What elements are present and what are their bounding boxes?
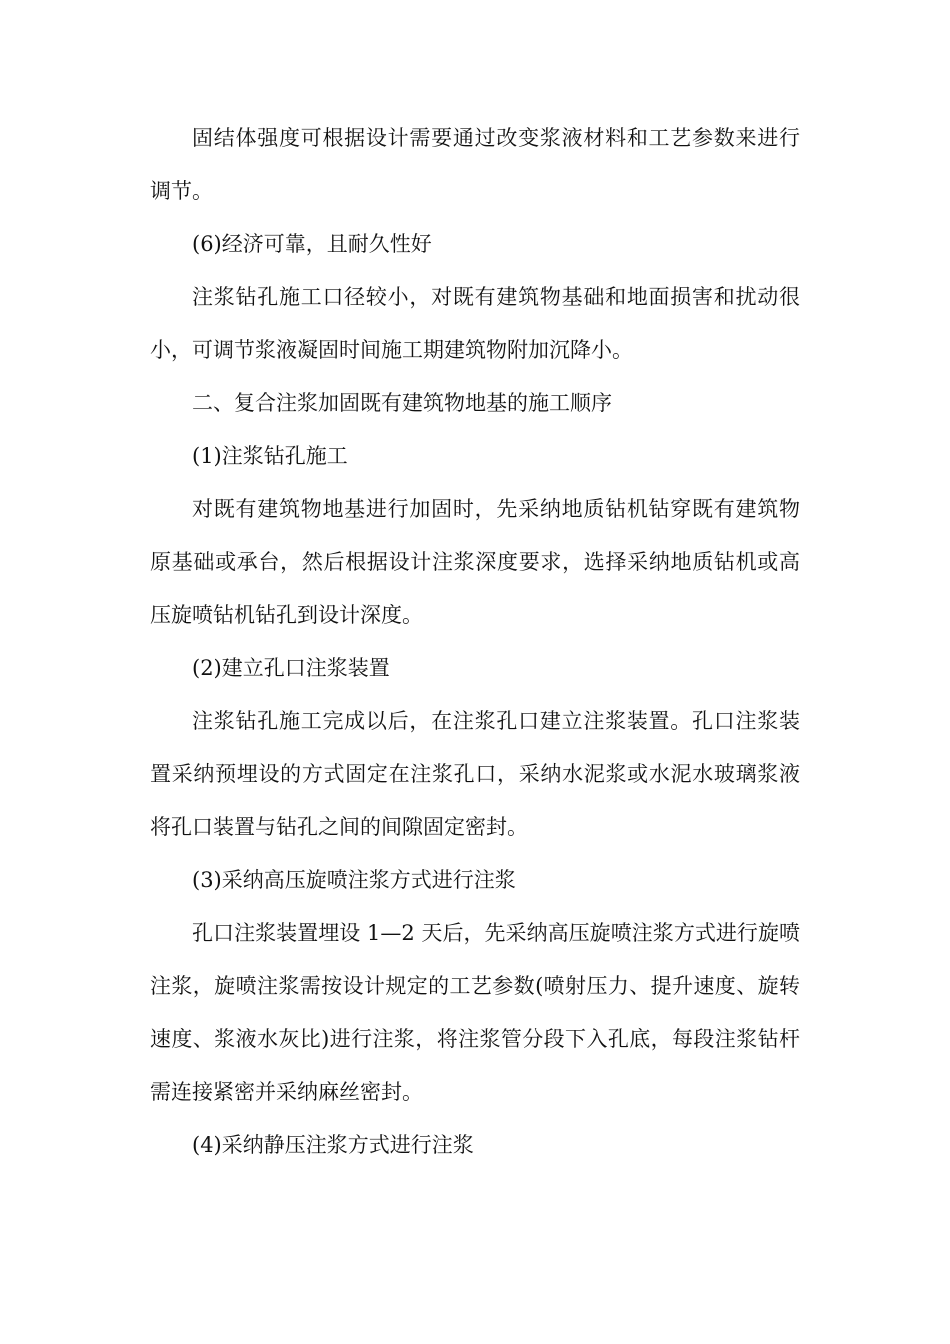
paragraph-orifice-device: 注浆钻孔施工完成以后，在注浆孔口建立注浆装置。孔口注浆装置采纳预埋设的方式固定在注浆孔口，采纳水泥浆或水泥水玻璃浆液将孔口装置与钻孔之间的间隙固定密封。 (150, 709, 800, 839)
paragraph-small-disturbance: 注浆钻孔施工口径较小，对既有建筑物基础和地面损害和扰动很小，可调节浆液凝固时间施工期建筑物附加沉降小。 (150, 285, 800, 362)
heading-step-2-orifice-device: (2)建立孔口注浆装置 (192, 656, 390, 680)
document-body (150, 112, 800, 1172)
heading-step-1-drilling: (1)注浆钻孔施工 (192, 444, 348, 468)
paragraph-jet-grouting: 孔口注浆装置埋设 1—2 天后，先采纳高压旋喷注浆方式进行旋喷注浆，旋喷注浆需按设计规定的工艺参数(喷射压力、提升速度、旋转速度、浆液水灰比)进行注浆，将注浆管分段下入孔底，每段注浆钻杆需连接紧密并采纳麻丝密封。 (150, 921, 800, 1104)
paragraph-drilling-method: 对既有建筑物地基进行加固时，先采纳地质钻机钻穿既有建筑物原基础或承台，然后根据设计注浆深度要求，选择采纳地质钻机或高压旋喷钻机钻孔到设计深度。 (150, 497, 800, 627)
heading-step-4-static-grouting: (4)采纳静压注浆方式进行注浆 (192, 1133, 474, 1157)
heading-step-3-jet-grouting: (3)采纳高压旋喷注浆方式进行注浆 (192, 868, 516, 892)
paragraph-strength-adjustment: 固结体强度可根据设计需要通过改变浆液材料和工艺参数来进行调节。 (150, 126, 800, 203)
heading-economical-durable: (6)经济可靠，且耐久性好 (192, 232, 432, 256)
section-heading-construction-sequence: 二、复合注浆加固既有建筑物地基的施工顺序 (192, 391, 612, 415)
